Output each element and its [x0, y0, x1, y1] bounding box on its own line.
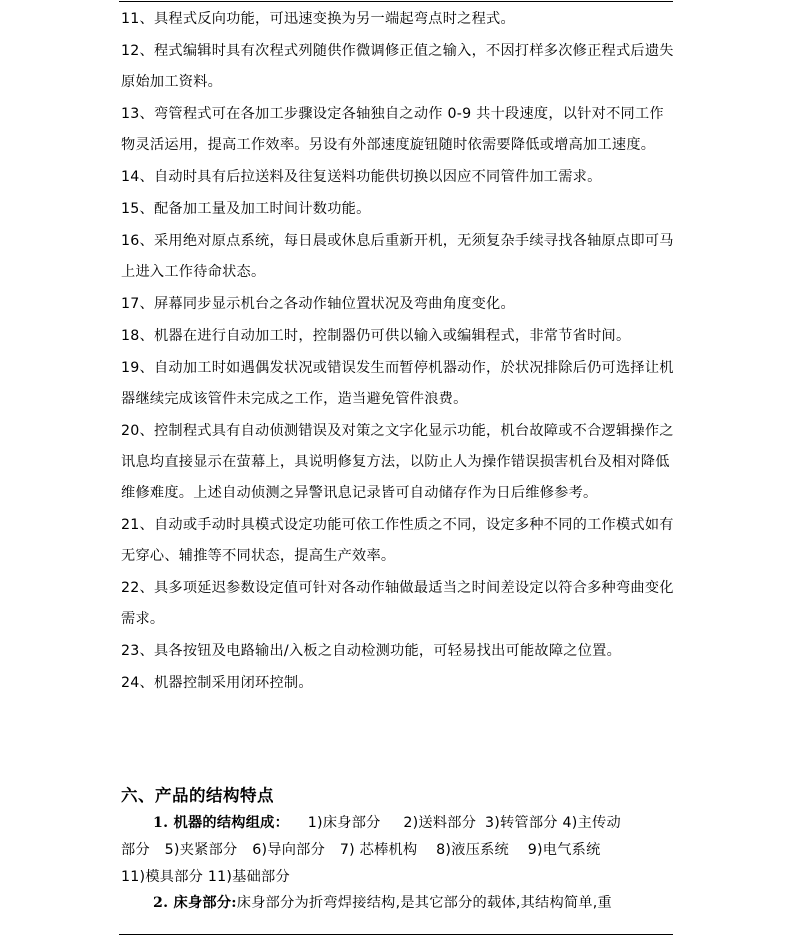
structure-label: 1. 机器的结构组成：: [153, 815, 290, 831]
part-item: 部分: [121, 841, 150, 858]
feature-item-19: 19、自动加工时如遇偶发状况或错误发生而暂停机器动作，於状况排除后仍可选择让机器继续完成该管件未完成之工作，造当避免管件浪费。: [121, 360, 674, 407]
structure-line-4: [121, 890, 675, 917]
feature-item-24: 24、机器控制采用闭环控制。: [121, 675, 313, 691]
feature-item-22: 22、具多项延迟参数设定值可针对各动作轴做最适当之时间差设定以符合多种弯曲变化需求。: [121, 580, 674, 627]
part-item: 1)床身部分: [307, 815, 381, 831]
part-item: 4)主传动: [562, 815, 621, 831]
part-item: 6)导向部分: [252, 841, 326, 858]
part-item: 5)夹紧部分: [164, 841, 238, 858]
feature-item-15: 15、配备加工量及加工时间计数功能。: [121, 201, 371, 217]
structure-line-1: [121, 810, 675, 837]
feature-item-20: 20、控制程式具有自动侦测错误及对策之文字化显示功能，机台故障或不合逻辑操作之讯息均直接显示在萤幕上，具说明修复方法，以防止人为操作错误损害机台及相对降低维修难度。上述自动侦测之异警讯息记录皆可自动储存作为日后维修参考。: [121, 423, 674, 501]
feature-item-21: 21、自动或手动时具模式设定功能可依工作性质之不同，设定多种不同的工作模式如有无穿心、辅推等不同状态，提高生产效率。: [121, 517, 674, 564]
section-heading: 六、产品的结构特点: [121, 786, 274, 805]
bottom-rule: [119, 934, 673, 935]
feature-item-13: 13、弯管程式可在各加工步骤设定各轴独自之动作 0-9 共十段速度，以针对不同工作物灵活运用，提高工作效率。另设有外部速度旋钮随时依需要降低或增高加工速度。: [121, 106, 664, 153]
part-item: 9)电气系统: [527, 841, 601, 858]
part-item: 7) 芯棒机构: [339, 841, 418, 858]
feature-item-11: 11、具程式反向功能，可迅速变换为另一端起弯点时之程式。: [121, 11, 515, 27]
feature-list: [121, 4, 675, 700]
feature-item-18: 18、机器在进行自动加工时，控制器仍可供以输入或编辑程式，非常节省时间。: [121, 328, 631, 344]
part-item: 2)送料部分: [403, 815, 477, 831]
part-item: 8)液压系统: [436, 841, 509, 858]
feature-item-16: 16、采用绝对原点系统，每日晨或休息后重新开机，无须复杂手续寻找各轴原点即可马上进入工作待命状态。: [121, 233, 674, 280]
feature-item-12: 12、程式编辑时具有次程式列随供作微调修正值之输入，不因打样多次修正程式后遗失原始加工资料。: [121, 43, 674, 90]
part-item: 3)转管部分: [484, 815, 558, 831]
structure-line-3: 11)模具部分 11)基础部分: [121, 868, 290, 885]
feature-item-23: 23、具各按钮及电路输出/入板之自动检测功能，可轻易找出可能故障之位置。: [121, 643, 622, 659]
feature-item-14: 14、自动时具有后拉送料及往复送料功能供切换以因应不同管件加工需求。: [121, 169, 602, 185]
bed-text: 床身部分为折弯焊接结构,是其它部分的载体,其结构简单,重: [236, 895, 612, 912]
structure-line-2: [121, 837, 675, 864]
structure-section: [121, 810, 675, 917]
top-rule: [119, 1, 673, 2]
feature-item-17: 17、屏幕同步显示机台之各动作轴位置状况及弯曲角度变化。: [121, 296, 515, 312]
bed-label: 2. 床身部分:: [153, 895, 237, 912]
